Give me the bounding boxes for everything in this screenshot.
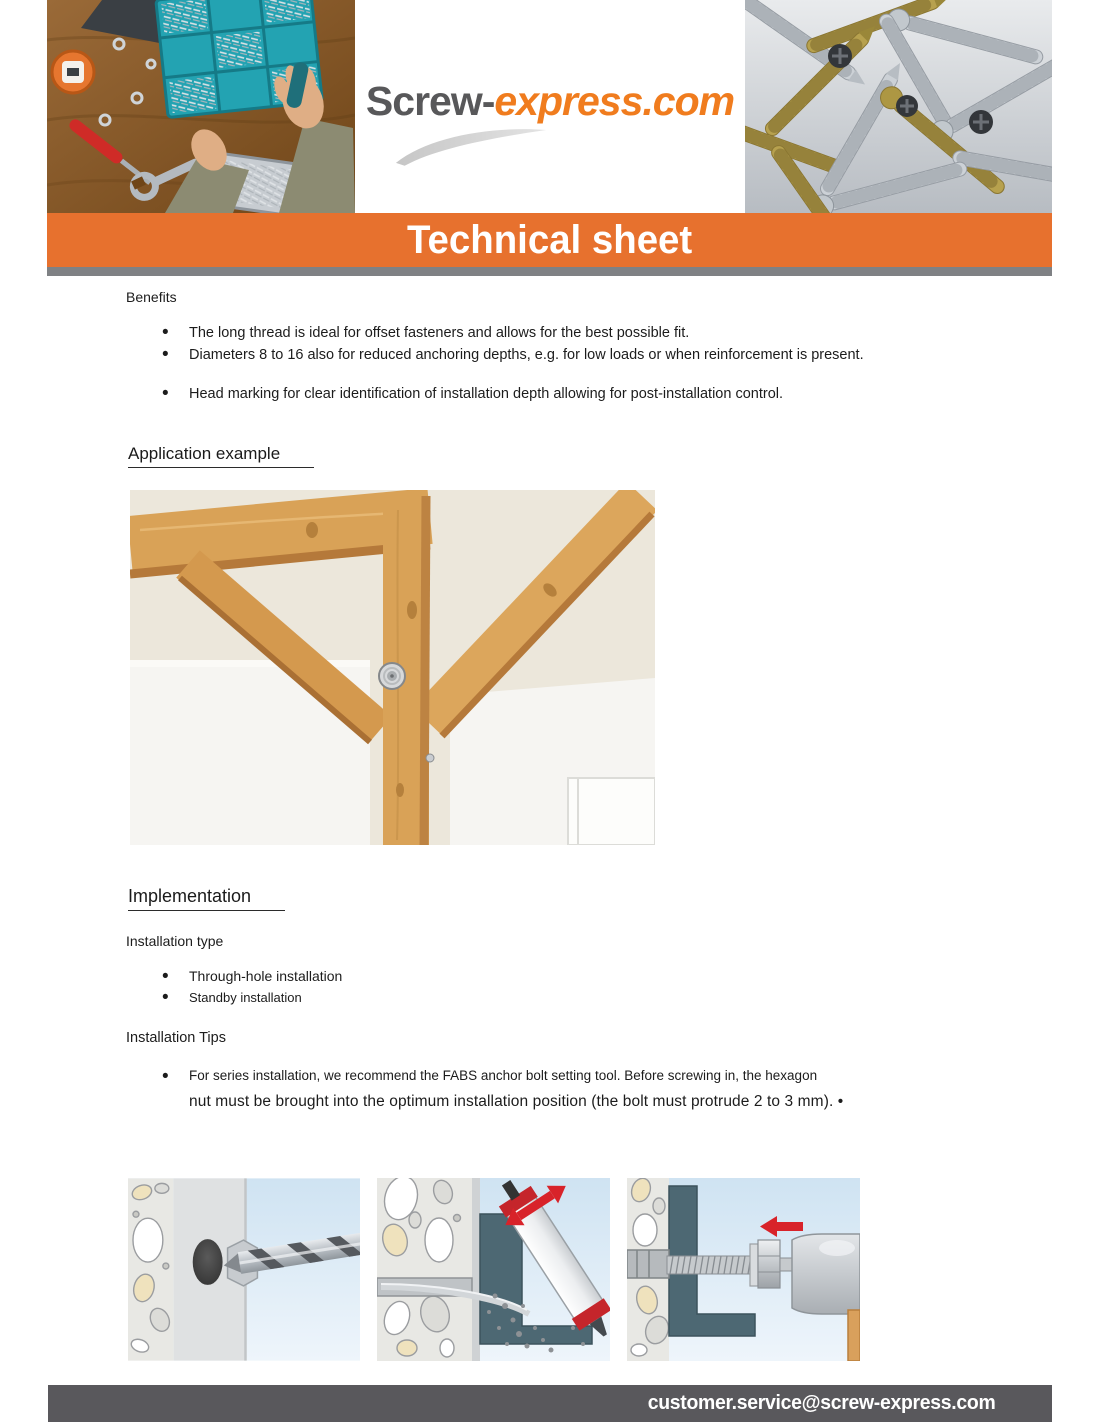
blow-out-pump-illustration xyxy=(377,1178,610,1361)
installation-type-heading: Installation type xyxy=(126,933,224,949)
benefits-list xyxy=(162,322,992,405)
customer-service-email: customer.service@screw-express.com xyxy=(647,1392,995,1414)
title-banner xyxy=(47,213,1052,267)
installation-tip-item xyxy=(162,1066,992,1112)
installation-type-item: • Standby installation xyxy=(162,987,662,1008)
page-title: Technical sheet xyxy=(406,217,693,262)
drill-hole-illustration xyxy=(128,1178,360,1361)
application-example-heading: Application example xyxy=(128,444,314,468)
installation-tips-heading: Installation Tips xyxy=(126,1030,226,1046)
installation-tips-list xyxy=(162,1066,992,1112)
benefit-item: • Head marking for clear identification of installation depth allowing for post-installation control. xyxy=(162,383,992,405)
benefits-heading: Benefits xyxy=(126,289,177,305)
footer-bar xyxy=(48,1385,1052,1422)
header-divider xyxy=(47,267,1052,276)
logo-text-gray: Screw- xyxy=(365,78,495,124)
workbench-photo-illustration xyxy=(47,0,355,213)
wooden-beam-joint-illustration xyxy=(130,490,655,845)
site-logo xyxy=(366,78,734,125)
step-image-drill-hole xyxy=(128,1178,360,1361)
implementation-heading: Implementation xyxy=(128,886,285,911)
logo-area xyxy=(355,0,745,213)
benefit-item: • Diameters 8 to 16 also for reduced anchoring depths, e.g. for low loads or when reinforcement is present. xyxy=(162,344,992,366)
screws-pile-photo xyxy=(745,0,1052,213)
application-example-image xyxy=(130,490,655,845)
logo-text-orange: express.com xyxy=(494,78,735,124)
screws-pile-illustration xyxy=(745,0,1052,213)
tip-line1: For series installation, we recommend the FABS anchor bolt setting tool. Before screwing in, the hexagon xyxy=(189,1068,818,1083)
step-image-insert-anchor xyxy=(627,1178,860,1361)
benefit-item: • The long thread is ideal for offset fasteners and allows for the best possible fit. xyxy=(162,322,992,344)
tip-line2: nut must be brought into the optimum installation position (the bolt must protrude 2 to 3 mm). • xyxy=(189,1093,844,1110)
anchor-bolt-illustration xyxy=(627,1178,860,1361)
step-image-clean-hole xyxy=(377,1178,610,1361)
logo-swoosh xyxy=(393,122,548,166)
installation-type-list xyxy=(162,966,662,1008)
workbench-photo xyxy=(47,0,355,213)
installation-type-item: • Through-hole installation xyxy=(162,966,662,987)
